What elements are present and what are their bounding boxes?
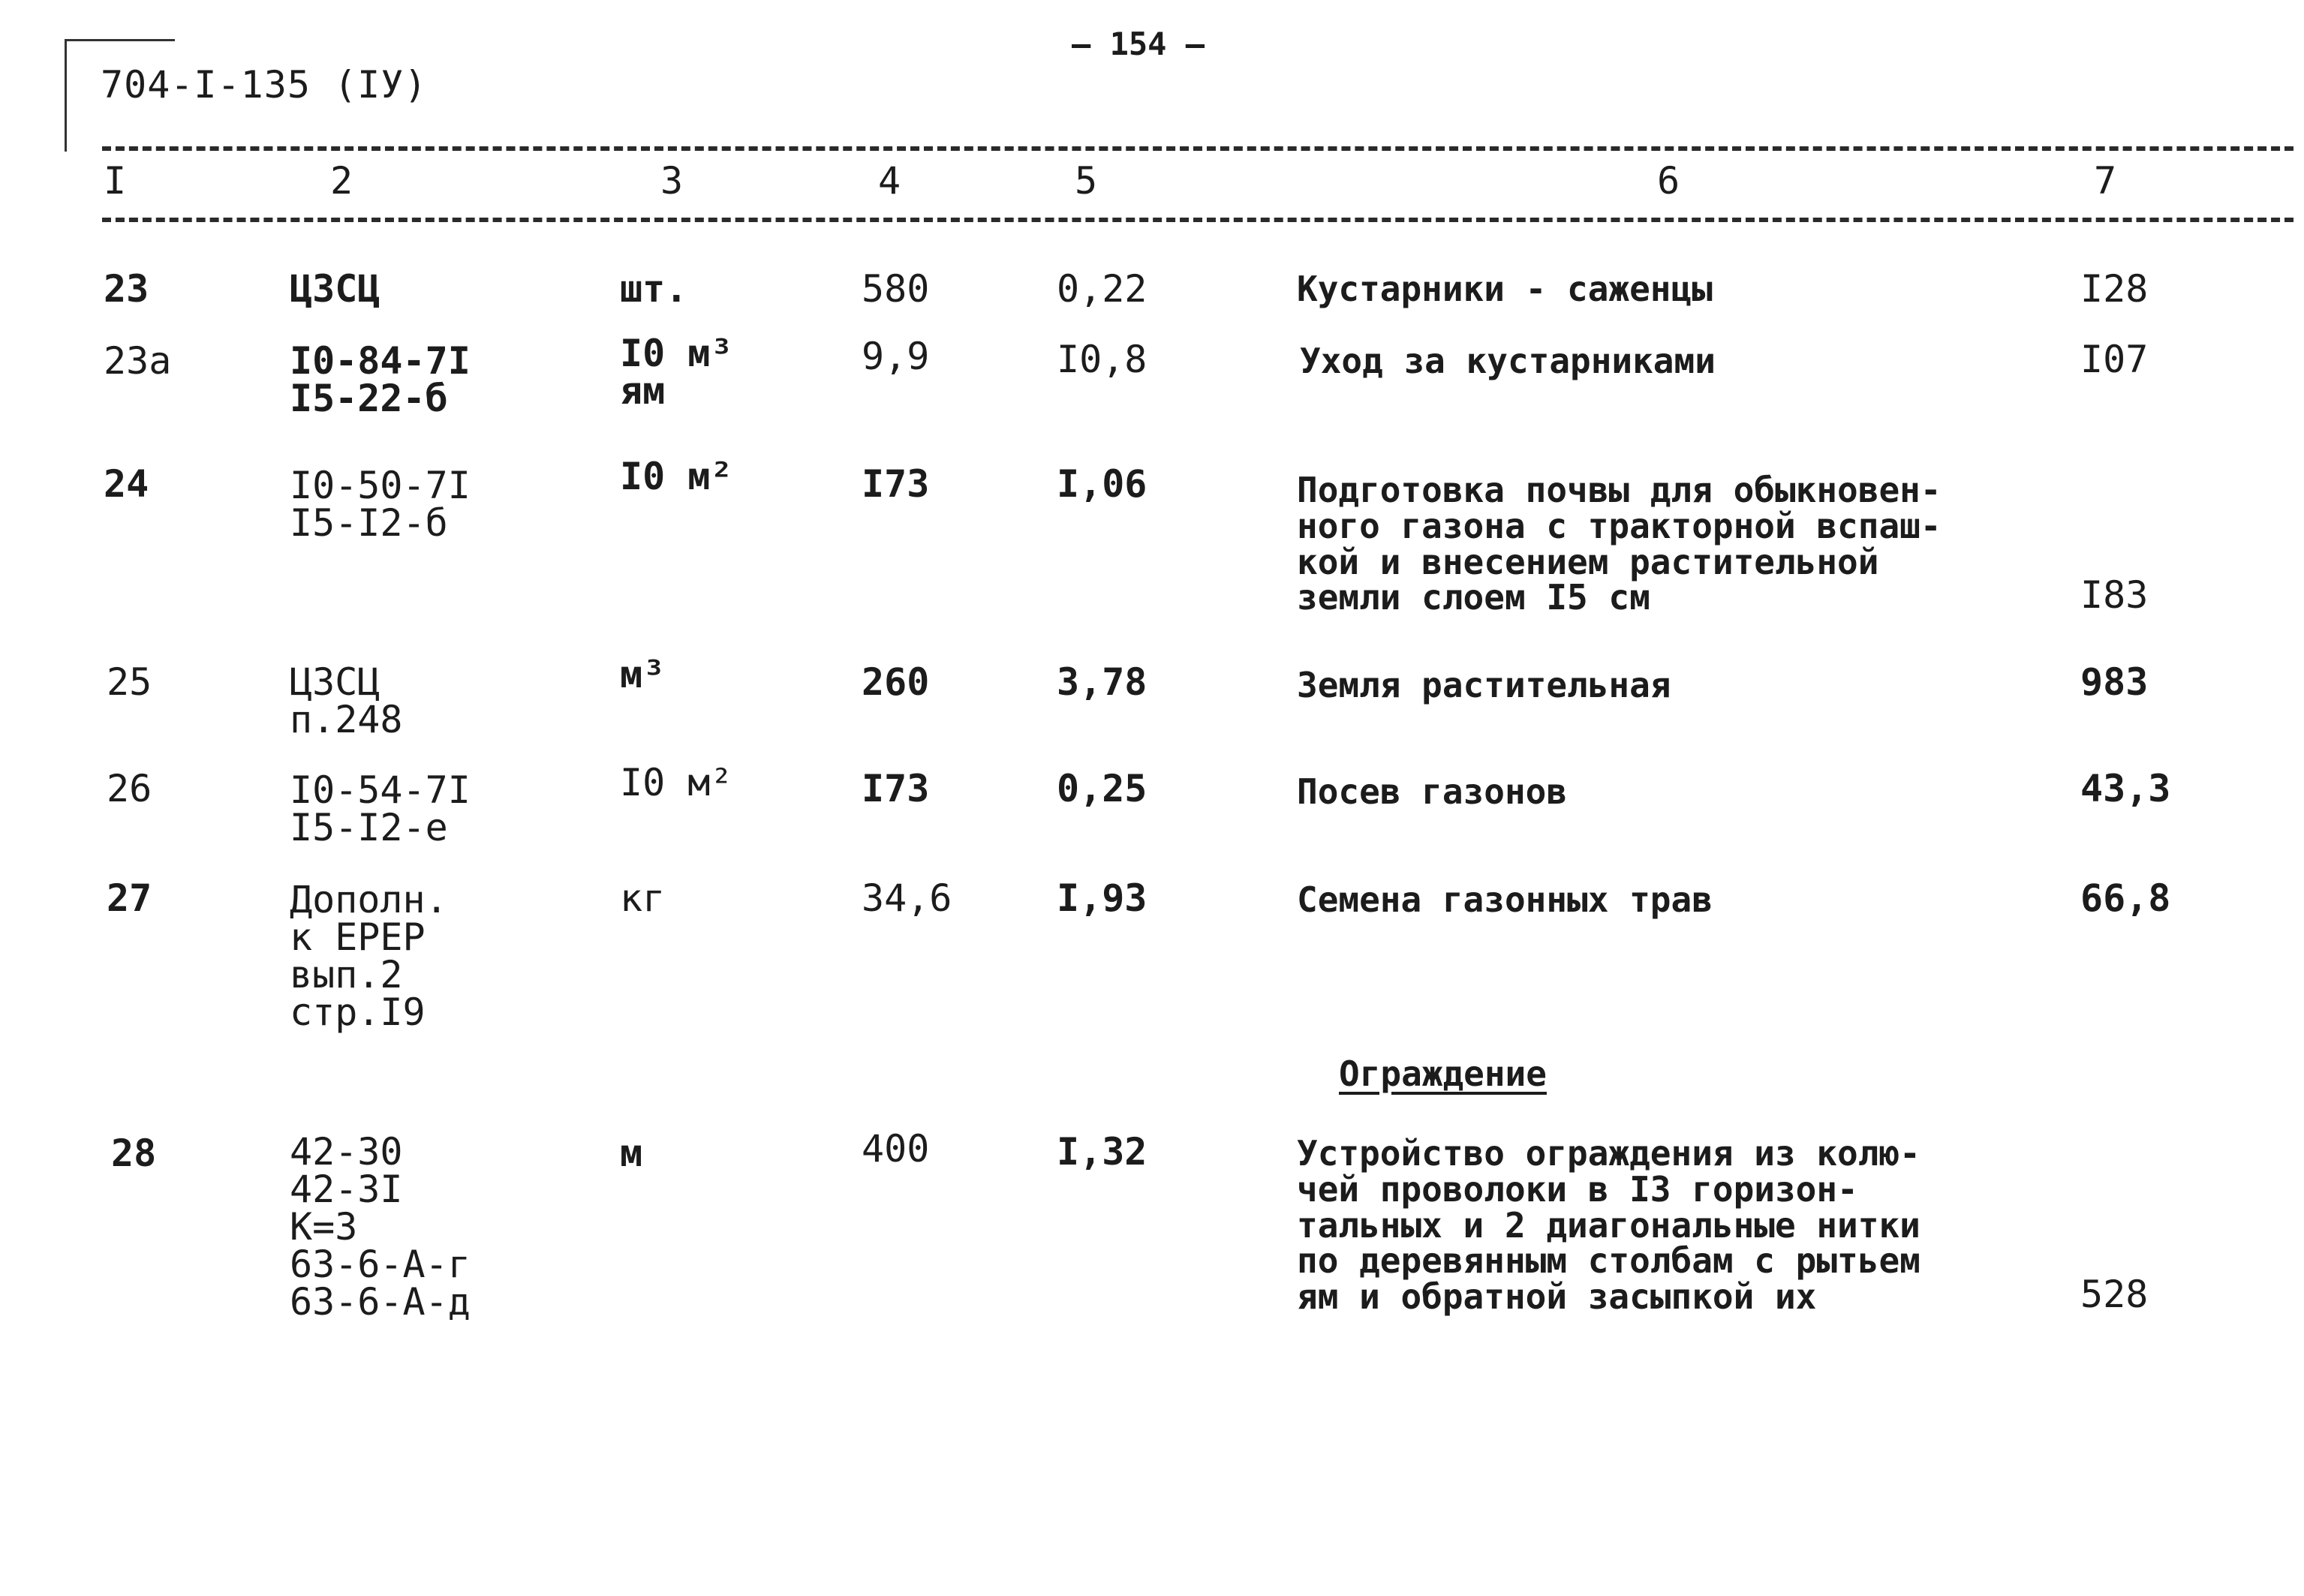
work-description: Уход за кустарниками: [1300, 341, 1716, 381]
total-cost: I83: [2080, 573, 2149, 617]
row-number: 26: [107, 767, 152, 810]
column-header-1: I: [104, 159, 127, 203]
unit: шт.: [620, 267, 688, 311]
quantity: I73: [862, 462, 930, 506]
unit: м: [620, 1132, 643, 1175]
column-header-5: 5: [1075, 159, 1098, 203]
row-number: 25: [107, 660, 152, 704]
norm-reference: I0-84-7I I5-22-б: [290, 339, 471, 420]
norm-reference: Дополн. к ЕРЕР вып.2 стр.I9: [290, 878, 448, 1034]
total-cost: I07: [2080, 338, 2149, 381]
work-description: Земля растительная: [1297, 665, 1671, 705]
row-number: 28: [111, 1132, 157, 1175]
quantity: I73: [862, 767, 930, 810]
unit: I0 м²: [620, 455, 733, 498]
column-header-3: 3: [660, 159, 684, 203]
norm-reference: I0-54-7I I5-I2-е: [290, 768, 471, 849]
frame-corner-horizontal: [66, 39, 175, 41]
row-number: 23: [104, 267, 149, 311]
quantity: 580: [862, 267, 930, 311]
norm-reference: I0-50-7I I5-I2-б: [290, 464, 471, 545]
quantity: 34,6: [862, 876, 952, 920]
work-description: Кустарники - саженцы: [1297, 269, 1713, 309]
unit-cost: 0,25: [1057, 767, 1147, 810]
column-header-7: 7: [2094, 159, 2117, 203]
unit-cost: 3,78: [1057, 660, 1147, 704]
work-description: Подготовка почвы для обыкновен- ного газона с тракторной вспаш- кой и внесением растительной земли слоем I5 см: [1297, 470, 1942, 618]
quantity: 260: [862, 660, 930, 704]
page-number: — 154 —: [1072, 26, 1205, 62]
header-divider-top: [102, 146, 2293, 151]
row-number: 24: [104, 462, 149, 506]
unit: I0 м³ ям: [620, 332, 733, 413]
unit-cost: I,32: [1057, 1130, 1147, 1174]
total-cost: 528: [2080, 1273, 2149, 1316]
norm-reference: 42-30 42-3I К=3 63-6-А-г 63-6-А-д: [290, 1130, 471, 1324]
document-code: 704-I-135 (IУ): [101, 63, 428, 107]
work-description: Посев газонов: [1297, 771, 1568, 812]
row-number: 27: [107, 876, 152, 920]
quantity: 400: [862, 1127, 930, 1171]
column-header-4: 4: [878, 159, 901, 203]
total-cost: 983: [2080, 660, 2149, 704]
unit-cost: I,93: [1057, 876, 1147, 920]
column-header-2: 2: [330, 159, 353, 203]
work-description: Семена газонных трав: [1297, 879, 1713, 920]
unit-cost: I,06: [1057, 462, 1147, 506]
unit: I0 м²: [620, 761, 733, 804]
header-divider-bottom: [102, 218, 2293, 222]
norm-reference: ЦЗСЦ п.248: [290, 660, 403, 741]
unit: кг: [620, 876, 666, 920]
total-cost: I28: [2080, 267, 2149, 311]
norm-reference: ЦЗСЦ: [290, 267, 380, 311]
unit: м³: [620, 653, 666, 696]
total-cost: 43,3: [2080, 767, 2171, 810]
column-header-6: 6: [1657, 159, 1680, 203]
total-cost: 66,8: [2080, 876, 2171, 920]
section-title: Ограждение: [1339, 1053, 1547, 1094]
frame-corner-vertical: [65, 39, 67, 152]
unit-cost: I0,8: [1057, 338, 1147, 381]
work-description: Устройство ограждения из колю- чей проволоки в I3 горизон- тальных и 2 диагональные нитки по деревянным столбам с рытьем ям и обратной засыпкой их: [1297, 1133, 1921, 1318]
quantity: 9,9: [862, 335, 930, 378]
unit-cost: 0,22: [1057, 267, 1147, 311]
row-number: 23а: [104, 339, 172, 383]
